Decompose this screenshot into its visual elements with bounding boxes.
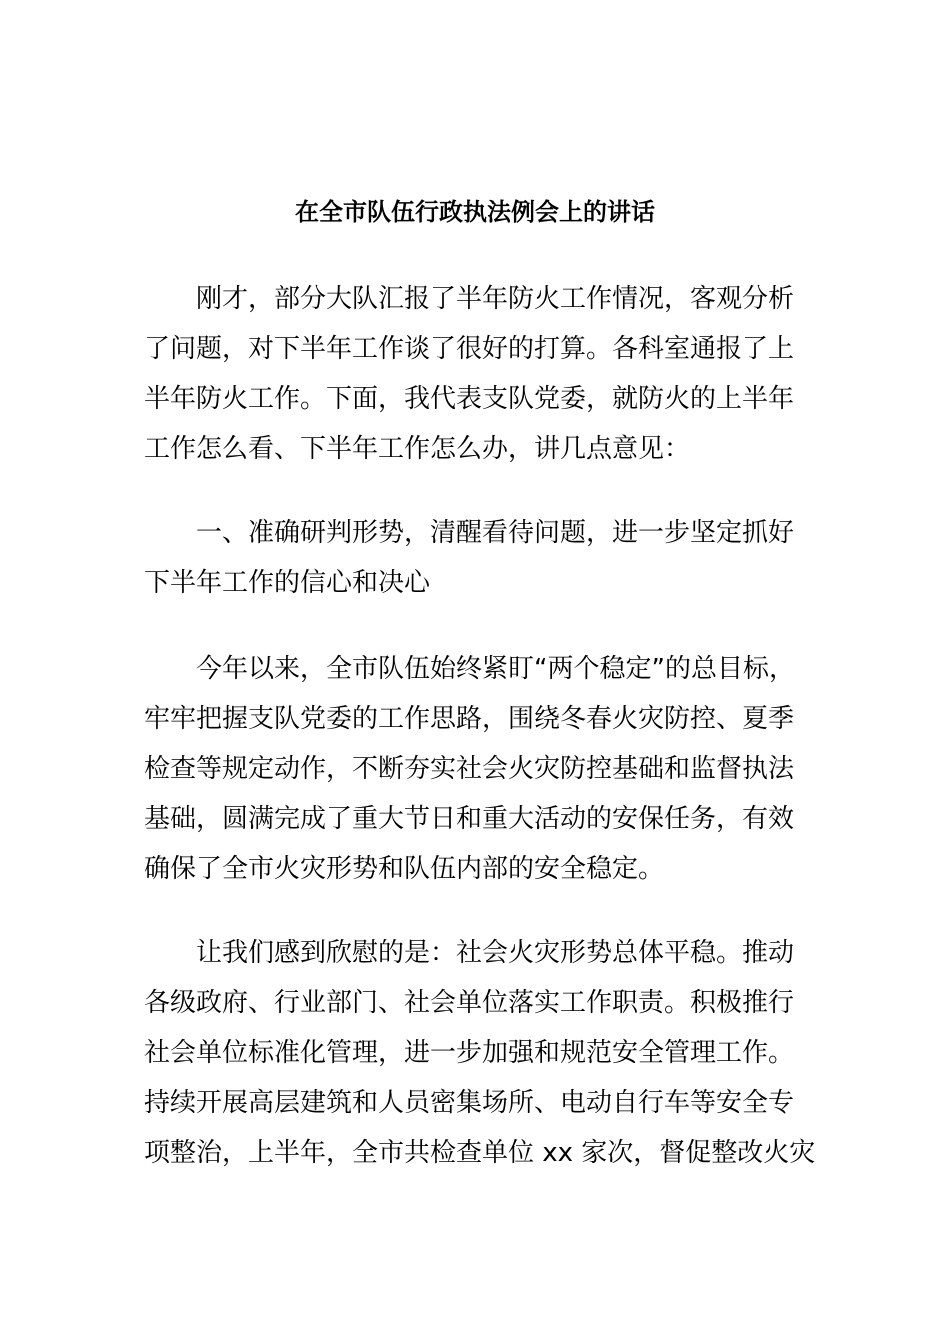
paragraph-line: 确保了全市火灾形势和队伍内部的安全稳定。 — [144, 854, 665, 884]
paragraph-line: 下半年工作的信心和决心 — [144, 568, 431, 598]
paragraph-line: 了问题，对下半年工作谈了很好的打算。各科室通报了上 — [144, 334, 795, 364]
paragraph-line: 项整治，上半年，全市共检查单位 xx 家次，督促整改火灾 — [144, 1138, 816, 1168]
paragraph-line: 牢牢把握支队党委的工作思路，围绕冬春火灾防控、夏季 — [144, 704, 795, 734]
paragraph-line: 社会单位标准化管理，进一步加强和规范安全管理工作。 — [144, 1038, 795, 1068]
paragraph-fire-situation — [144, 928, 814, 1178]
paragraph-line: 今年以来，全市队伍始终紧盯“两个稳定”的总目标， — [196, 654, 795, 684]
paragraph-line: 检查等规定动作，不断夯实社会火灾防控基础和监督执法 — [144, 754, 795, 784]
paragraph-line: 各级政府、行业部门、社会单位落实工作职责。积极推行 — [144, 988, 795, 1018]
paragraph-line: 基础，圆满完成了重大节日和重大活动的安保任务，有效 — [144, 804, 795, 834]
document-title: 在全市队伍行政执法例会上的讲话 — [295, 198, 655, 226]
paragraph-achievements — [144, 644, 814, 894]
paragraph-line: 半年防火工作。下面，我代表支队党委，就防火的上半年 — [144, 384, 795, 414]
paragraph-line: 让我们感到欣慰的是：社会火灾形势总体平稳。推动 — [196, 938, 795, 968]
paragraph-intro — [144, 274, 814, 474]
section-heading-one — [144, 508, 814, 608]
paragraph-line: 一、准确研判形势，清醒看待问题，进一步坚定抓好 — [196, 518, 795, 548]
paragraph-line: 工作怎么看、下半年工作怎么办，讲几点意见： — [144, 434, 691, 464]
paragraph-line: 刚才，部分大队汇报了半年防火工作情况，客观分析 — [196, 284, 795, 314]
paragraph-line: 持续开展高层建筑和人员密集场所、电动自行车等安全专 — [144, 1088, 795, 1118]
